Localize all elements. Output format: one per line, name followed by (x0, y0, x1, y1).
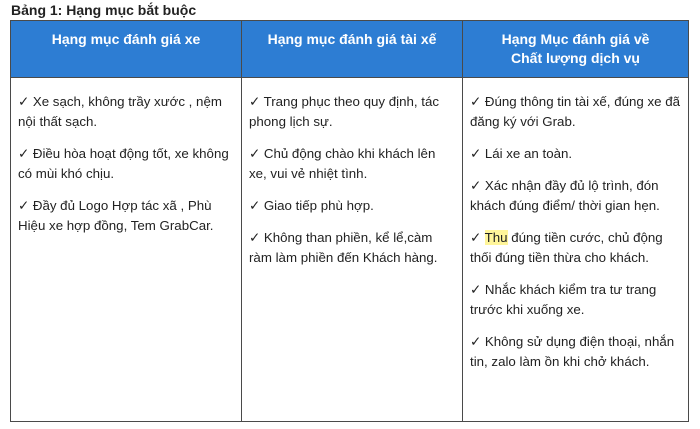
list-item: ✓ Không than phiền, kể lể,càm ràm làm phiền đến Khách hàng. (249, 230, 438, 265)
list-item: ✓ Trang phục theo quy định, tác phong lịch sự. (249, 94, 440, 129)
service-criteria-cell (463, 78, 689, 422)
list-item: ✓ Nhắc khách kiểm tra tư trang trước khi xuống xe. (470, 282, 657, 317)
column-header-service (463, 21, 689, 78)
column-header-service-line2: Chất lượng dịch vụ (511, 50, 640, 66)
list-item: ✓ Xác nhận đầy đủ lộ trình, đón khách đúng điểm/ thời gian hẹn. (470, 178, 660, 213)
table-caption: Bảng 1: Hạng mục bắt buộc (11, 2, 197, 18)
list-item: ✓ Giao tiếp phù hợp. (249, 198, 374, 213)
column-header-driver-text: Hạng mục đánh giá tài xế (267, 31, 437, 47)
list-item-prefix: ✓ (470, 230, 485, 245)
column-header-driver (242, 21, 463, 78)
column-header-service-line1: Hạng Mục đánh giá về (501, 31, 650, 47)
column-header-vehicle-text: Hạng mục đánh giá xe (51, 31, 201, 47)
list-item: ✓ Chủ động chào khi khách lên xe, vui vẻ nhiệt tình. (249, 146, 436, 181)
list-item: ✓ Không sử dụng điện thoại, nhắn tin, zalo làm ồn khi chở khách. (470, 334, 675, 369)
list-item: ✓ Điều hòa hoạt động tốt, xe không có mùi khó chịu. (18, 146, 229, 181)
highlighted-text: Thu (484, 230, 508, 245)
driver-criteria-cell (242, 78, 463, 422)
vehicle-criteria-cell (11, 78, 242, 422)
header-row (11, 21, 689, 78)
requirements-table (10, 20, 689, 422)
list-item: ✓ Lái xe an toàn. (470, 146, 573, 161)
list-item-rest: đúng tiền cước, chủ động thối đúng tiền thừa cho khách. (470, 230, 663, 265)
list-item: ✓ Đầy đủ Logo Hợp tác xã , Phù Hiệu xe hợp đồng, Tem GrabCar. (18, 198, 214, 233)
column-header-vehicle (11, 21, 242, 78)
content-row (11, 78, 689, 422)
list-item: ✓ Xe sạch, không trầy xước , nệm nội thất sạch. (18, 94, 222, 129)
list-item (470, 228, 681, 268)
list-item: ✓ Đúng thông tin tài xế, đúng xe đã đăng ký với Grab. (470, 94, 680, 129)
